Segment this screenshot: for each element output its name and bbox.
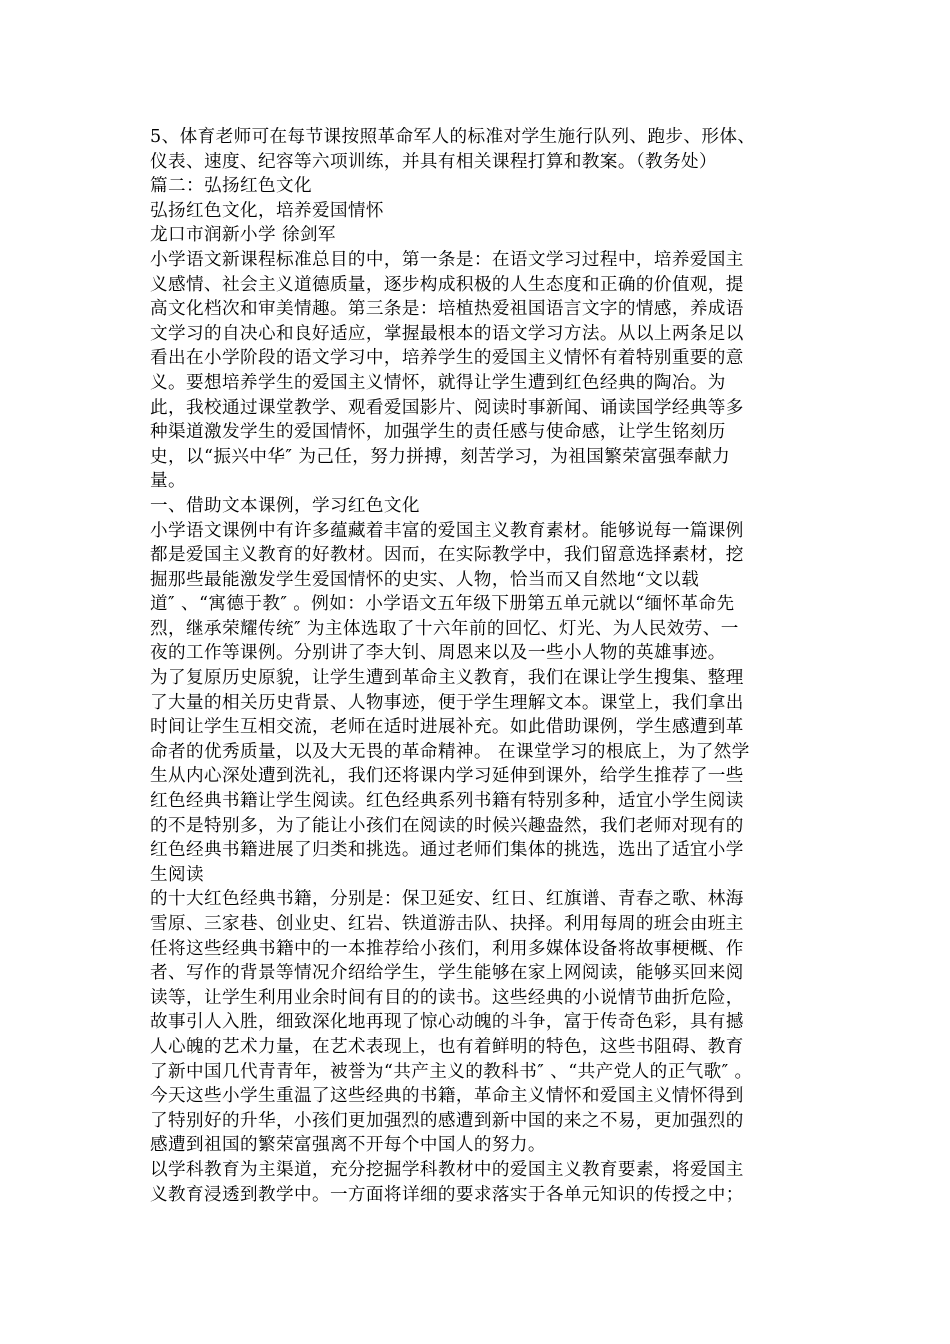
text-line: 5、体育老师可在每节课按照革命军人的标准对学生施行队列、跑步、形体、 (150, 127, 756, 147)
text-line: 以学科教育为主渠道，充分挖掘学科教材中的爱国主义教育要素，将爱国主 (150, 1159, 744, 1180)
text-line: 了新中国几代青青年，被誉为“共产主义的教科书″ 、“共产党人的正气歌″ 。 (150, 1061, 753, 1082)
text-line: 夜的工作等课例。分别讲了李大钊、周恩来以及一些小人物的英雄事迹。 (150, 643, 726, 664)
text-line: 今天这些小学生重温了这些经典的书籍，革命主义情怀和爱国主义情怀得到 (150, 1086, 744, 1107)
text-line: 掘那些最能激发学生爱国情怀的史实、人物，恰当而又自然地“文以载 (150, 569, 700, 590)
text-line: 仪表、速度、纪容等六项训练，并具有相关课程打算和教案。（教务处） (150, 151, 718, 172)
text-line: 感遭到祖国的繁荣富强离不开每个中国人的努力。 (150, 1135, 546, 1156)
text-line: 红色经典书籍进展了归类和挑选。通过老师们集体的挑选，选出了适宜小学 (150, 840, 744, 861)
article-title: 弘扬红色文化，培养爱国情怀 (150, 200, 384, 221)
text-line: 任将这些经典书籍中的一本推荐给小孩们，利用多媒体设备将故事梗概、作 (150, 938, 744, 959)
subsection-heading: 一、借助文本课例，学习红色文化 (150, 495, 420, 516)
text-line: 了特别好的升华，小孩们更加强烈的感遭到新中国的来之不易，更加强烈的 (150, 1110, 744, 1131)
text-line: 量。 (150, 471, 186, 492)
text-line: 生从内心深处遭到洗礼，我们还将课内学习延伸到课外，给学生推荐了一些 (150, 766, 744, 787)
text-line: 烈，继承荣耀传统″ 为主体选取了十六年前的回忆、灯光、为人民效劳、一 (150, 618, 739, 639)
text-line: 此，我校通过课堂教学、观看爱国影片、阅读时事新闻、诵读国学经典等多 (150, 397, 744, 418)
text-line: 义。要想培养学生的爱国主义情怀，就得让学生遭到红色经典的陶冶。为 (150, 372, 726, 393)
text-line: 道″ 、“寓德于教″ 。例如：小学语文五年级下册第五单元就以“缅怀革命先 (150, 594, 735, 615)
text-line: 看出在小学阶段的语文学习中，培养学生的爱国主义情怀有着特别重要的意 (150, 348, 744, 369)
text-line: 雪原、三家巷、创业史、红岩、铁道游击队、抉择。利用每周的班会由班主 (150, 914, 744, 934)
author-line: 龙口市润新小学 徐剑军 (150, 225, 336, 246)
text-line: 生阅读 (150, 864, 204, 885)
text-line: 都是爱国主义教育的好教材。因而，在实际教学中，我们留意选择素材，挖 (150, 545, 744, 566)
text-line: 文学习的自决心和良好适应，掌握最根本的语文学习方法。从以上两条足以 (150, 323, 744, 344)
text-line: 了大量的相关历史背景、人物事迹，便于学生理解文本。课堂上，我们拿出 (150, 692, 744, 713)
text-line: 红色经典书籍让学生阅读。红色经典系列书籍有特别多种，适宜小学生阅读 (150, 791, 744, 812)
text-line: 义感情、社会主义道德质量，逐步构成积极的人生态度和正确的价值观，提 (150, 274, 744, 295)
text-line: 史，以“振兴中华″ 为己任，努力拼搏，刻苦学习，为祖国繁荣富强奉献力 (150, 446, 731, 467)
text-line: 小学语文新课程标准总目的中，第一条是：在语文学习过程中，培养爱国主 (150, 249, 744, 270)
text-line: 故事引人入胜，细致深化地再现了惊心动魄的斗争，富于传奇色彩，具有撼 (150, 1012, 744, 1033)
text-line: 小学语文课例中有许多蕴藏着丰富的爱国主义教育素材。能够说每一篇课例 (150, 520, 744, 541)
text-line: 命者的优秀质量，以及大无畏的革命精神。 在课堂学习的根底上，为了然学 (150, 741, 750, 762)
text-line: 为了复原历史原貌，让学生遭到革命主义教育，我们在课让学生搜集、整理 (150, 668, 744, 689)
text-line: 人心魄的艺术力量，在艺术表现上，也有着鲜明的特色，这些书阻碍、教育 (150, 1036, 744, 1057)
document-page (150, 125, 800, 1207)
text-line: 义教育浸透到教学中。一方面将详细的要求落实于各单元知识的传授之中； (150, 1184, 744, 1205)
text-line: 的不是特别多，为了能让小孩们在阅读的时候兴趣盎然，我们老师对现有的 (150, 815, 744, 836)
text-line: 者、写作的背景等情况介绍给学生，学生能够在家上网阅读，能够买回来阅 (150, 963, 744, 984)
text-line: 种渠道激发学生的爱国情怀，加强学生的责任感与使命感，让学生铭刻历 (150, 422, 726, 443)
text-line: 高文化档次和审美情趣。第三条是：培植热爱祖国语言文字的情感，养成语 (150, 299, 744, 320)
section-heading: 篇二：弘扬红色文化 (150, 176, 312, 197)
text-line: 读等，让学生利用业余时间有目的的读书。这些经典的小说情节曲折危险， (150, 987, 744, 1008)
text-line: 的十大红色经典书籍，分别是：保卫延安、红日、红旗谱、青春之歌、林海 (150, 889, 744, 910)
text-line: 时间让学生互相交流，老师在适时进展补充。如此借助课例，学生感遭到革 (150, 717, 744, 738)
